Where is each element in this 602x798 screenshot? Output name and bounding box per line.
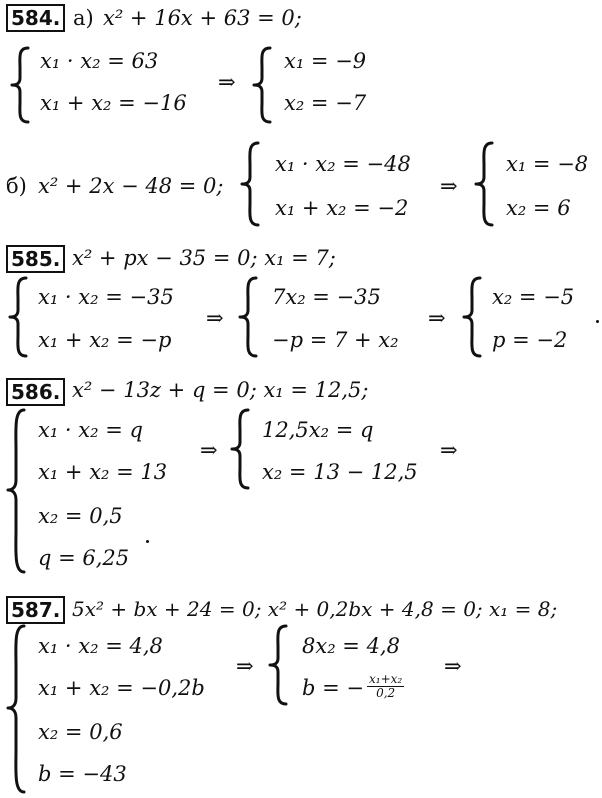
problem-number-584: 584. bbox=[6, 4, 65, 32]
system-brace bbox=[8, 276, 30, 358]
equation-line: 8x₂ = 4,8 bbox=[302, 634, 400, 658]
system-brace bbox=[462, 276, 484, 358]
implies-arrow: ⇒ bbox=[440, 174, 458, 198]
equation-line: x₁ · x₂ = −35 bbox=[38, 285, 174, 309]
implies-arrow: ⇒ bbox=[444, 654, 462, 678]
equation-line: x₁ + x₂ = −p bbox=[38, 328, 172, 352]
system-brace bbox=[252, 46, 274, 124]
implies-arrow: ⇒ bbox=[200, 438, 218, 462]
equation-line: x₂ = 0,5 bbox=[38, 504, 123, 528]
system-brace bbox=[6, 624, 28, 794]
equation-line: x₁ · x₂ = −48 bbox=[275, 152, 411, 176]
stray-dot bbox=[596, 320, 599, 323]
implies-arrow: ⇒ bbox=[236, 654, 254, 678]
system-brace bbox=[268, 624, 290, 706]
equation-line: x₂ = 13 − 12,5 bbox=[262, 460, 418, 484]
implies-arrow: ⇒ bbox=[440, 438, 458, 462]
equation-line: x₁ + x₂ = 13 bbox=[38, 460, 168, 484]
equation-line: 12,5x₂ = q bbox=[262, 418, 374, 442]
equation-584a: x² + 16x + 63 = 0; bbox=[103, 6, 302, 30]
equation-line: x₁ · x₂ = 4,8 bbox=[38, 634, 163, 658]
equation-584b: x² + 2x − 48 = 0; bbox=[38, 174, 224, 198]
problem-number-586: 586. bbox=[6, 378, 65, 406]
fraction bbox=[367, 673, 404, 700]
system-brace bbox=[10, 46, 32, 124]
system-brace bbox=[230, 408, 252, 490]
implies-arrow: ⇒ bbox=[428, 306, 446, 330]
implies-arrow: ⇒ bbox=[206, 306, 224, 330]
equation-line: b = − bbox=[302, 676, 364, 700]
equation-585: x² + px − 35 = 0; x₁ = 7; bbox=[72, 246, 336, 270]
equation-587: 5x² + bx + 24 = 0; x² + 0,2bx + 4,8 = 0; x₁ = 8; bbox=[72, 597, 558, 621]
equation-line: x₁ = −9 bbox=[284, 49, 367, 73]
equation-line: x₁ · x₂ = 63 bbox=[40, 49, 159, 73]
equation-line: x₁ + x₂ = −16 bbox=[40, 91, 187, 115]
equation-586: x² − 13z + q = 0; x₁ = 12,5; bbox=[72, 378, 369, 402]
fraction-numerator: x₁+x₂ bbox=[369, 672, 403, 686]
equation-line: 7x₂ = −35 bbox=[272, 285, 381, 309]
part-a-label: а) bbox=[73, 6, 94, 30]
equation-line: −p = 7 + x₂ bbox=[272, 328, 399, 352]
equation-line: x₁ + x₂ = −2 bbox=[275, 196, 409, 220]
part-b-label: б) bbox=[6, 174, 27, 198]
system-brace bbox=[240, 141, 262, 227]
equation-line: x₁ + x₂ = −0,2b bbox=[38, 676, 205, 700]
problem-number-587: 587. bbox=[6, 596, 65, 624]
equation-line: x₂ = 0,6 bbox=[38, 720, 123, 744]
system-brace bbox=[474, 141, 496, 227]
implies-arrow: ⇒ bbox=[218, 70, 236, 94]
equation-line: b = −43 bbox=[38, 762, 127, 786]
equation-line: p = −2 bbox=[492, 328, 568, 352]
equation-line: x₁ = −8 bbox=[506, 152, 589, 176]
system-brace bbox=[6, 408, 28, 574]
fraction-denominator: 0,2 bbox=[376, 686, 396, 700]
equation-line: x₂ = −5 bbox=[492, 285, 575, 309]
equation-line: x₂ = 6 bbox=[506, 196, 571, 220]
equation-line: q = 6,25 bbox=[38, 546, 130, 570]
equation-line: x₂ = −7 bbox=[284, 91, 367, 115]
equation-line: x₁ · x₂ = q bbox=[38, 418, 143, 442]
system-brace bbox=[238, 276, 260, 358]
stray-dot bbox=[146, 540, 149, 543]
problem-number-585: 585. bbox=[6, 245, 65, 273]
